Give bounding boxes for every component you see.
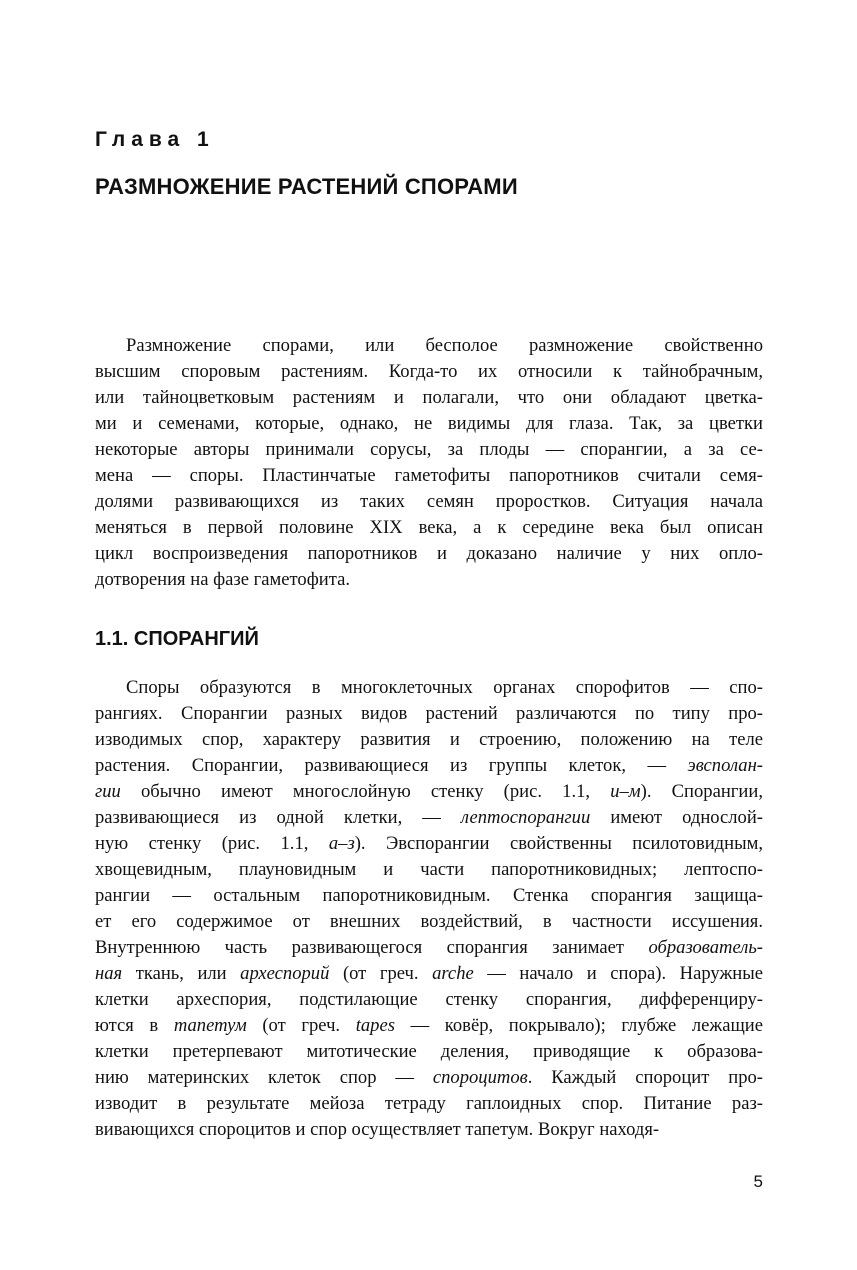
text-line: мена — споры. Пластинчатые гаметофиты папоротников считали семя- <box>95 465 763 486</box>
text-line: ная ткань, или археспорий (от греч. arche — начало и спора). Наружные <box>95 963 763 984</box>
text-line: ми и семенами, которые, однако, не видимы для глаза. Так, за цветки <box>95 413 763 434</box>
text-line: ются в тапетум (от греч. tapes — ковёр, покрывало); глубже лежащие <box>95 1015 764 1036</box>
chapter-label: Глава 1 <box>95 128 215 151</box>
text-line: растения. Спорангии, развивающиеся из группы клеток, — эвсполан- <box>95 755 763 776</box>
text-line: рангии — остальным папоротниковидным. Стенка спорангия защища- <box>95 885 763 906</box>
text-line: вивающихся спороцитов и спор осуществляет тапетум. Вокруг находя- <box>95 1119 660 1140</box>
text-line: Споры образуются в многоклеточных органах спорофитов — спо- <box>126 677 763 698</box>
text-line: ет его содержимое от внешних воздействий, в частности иссушения. <box>95 911 763 932</box>
text-line: хвощевидным, плауновидным и части папоротниковидных; лептоспо- <box>95 859 763 880</box>
text-line: нию материнских клеток спор — спороцитов. Каждый спороцит про- <box>95 1067 763 1088</box>
text-line: некоторые авторы принимали сорусы, за плоды — спорангии, а за се- <box>95 439 763 460</box>
text-line: клетки претерпевают митотические деления, приводящие к образова- <box>95 1041 763 1062</box>
text-line: цикл воспроизведения папоротников и доказано наличие у них опло- <box>95 543 763 564</box>
text-line: Размножение спорами, или бесполое размножение свойственно <box>126 335 763 356</box>
intro-paragraph <box>95 333 763 593</box>
page-number: 5 <box>753 1172 763 1191</box>
text-line: рангиях. Спорангии разных видов растений различаются по типу про- <box>95 703 763 724</box>
body-paragraph <box>95 675 763 1143</box>
text-line: высшим споровым растениям. Когда-то их относили к тайнобрачным, <box>95 361 763 382</box>
text-line: долями развивающихся из таких семян проростков. Ситуация начала <box>95 491 763 512</box>
text-line: развивающиеся из одной клетки, — лептоспорангии имеют однослой- <box>95 807 763 828</box>
text-line: или тайноцветковым растениям и полагали, что они обладают цветка- <box>95 387 763 408</box>
text-line: гии обычно имеют многослойную стенку (рис. 1.1, и–м). Спорангии, <box>95 781 763 802</box>
text-line: изводит в результате мейоза тетраду гаплоидных спор. Питание раз- <box>95 1093 763 1114</box>
section-heading: 1.1. СПОРАНГИЙ <box>95 628 259 650</box>
chapter-title: РАЗМНОЖЕНИЕ РАСТЕНИЙ СПОРАМИ <box>95 174 518 199</box>
text-line: изводимых спор, характеру развития и строению, положению на теле <box>95 729 763 750</box>
text-line: дотворения на фазе гаметофита. <box>95 569 350 590</box>
text-line: Внутреннюю часть развивающегося спорангия занимает образователь- <box>95 937 763 958</box>
text-line: ную стенку (рис. 1.1, а–з). Эвспорангии свойственны псилотовидным, <box>95 833 763 854</box>
text-line: клетки археспория, подстилающие стенку спорангия, дифференциру- <box>95 989 763 1010</box>
text-line: меняться в первой половине XIX века, а к середине века был описан <box>95 517 763 538</box>
